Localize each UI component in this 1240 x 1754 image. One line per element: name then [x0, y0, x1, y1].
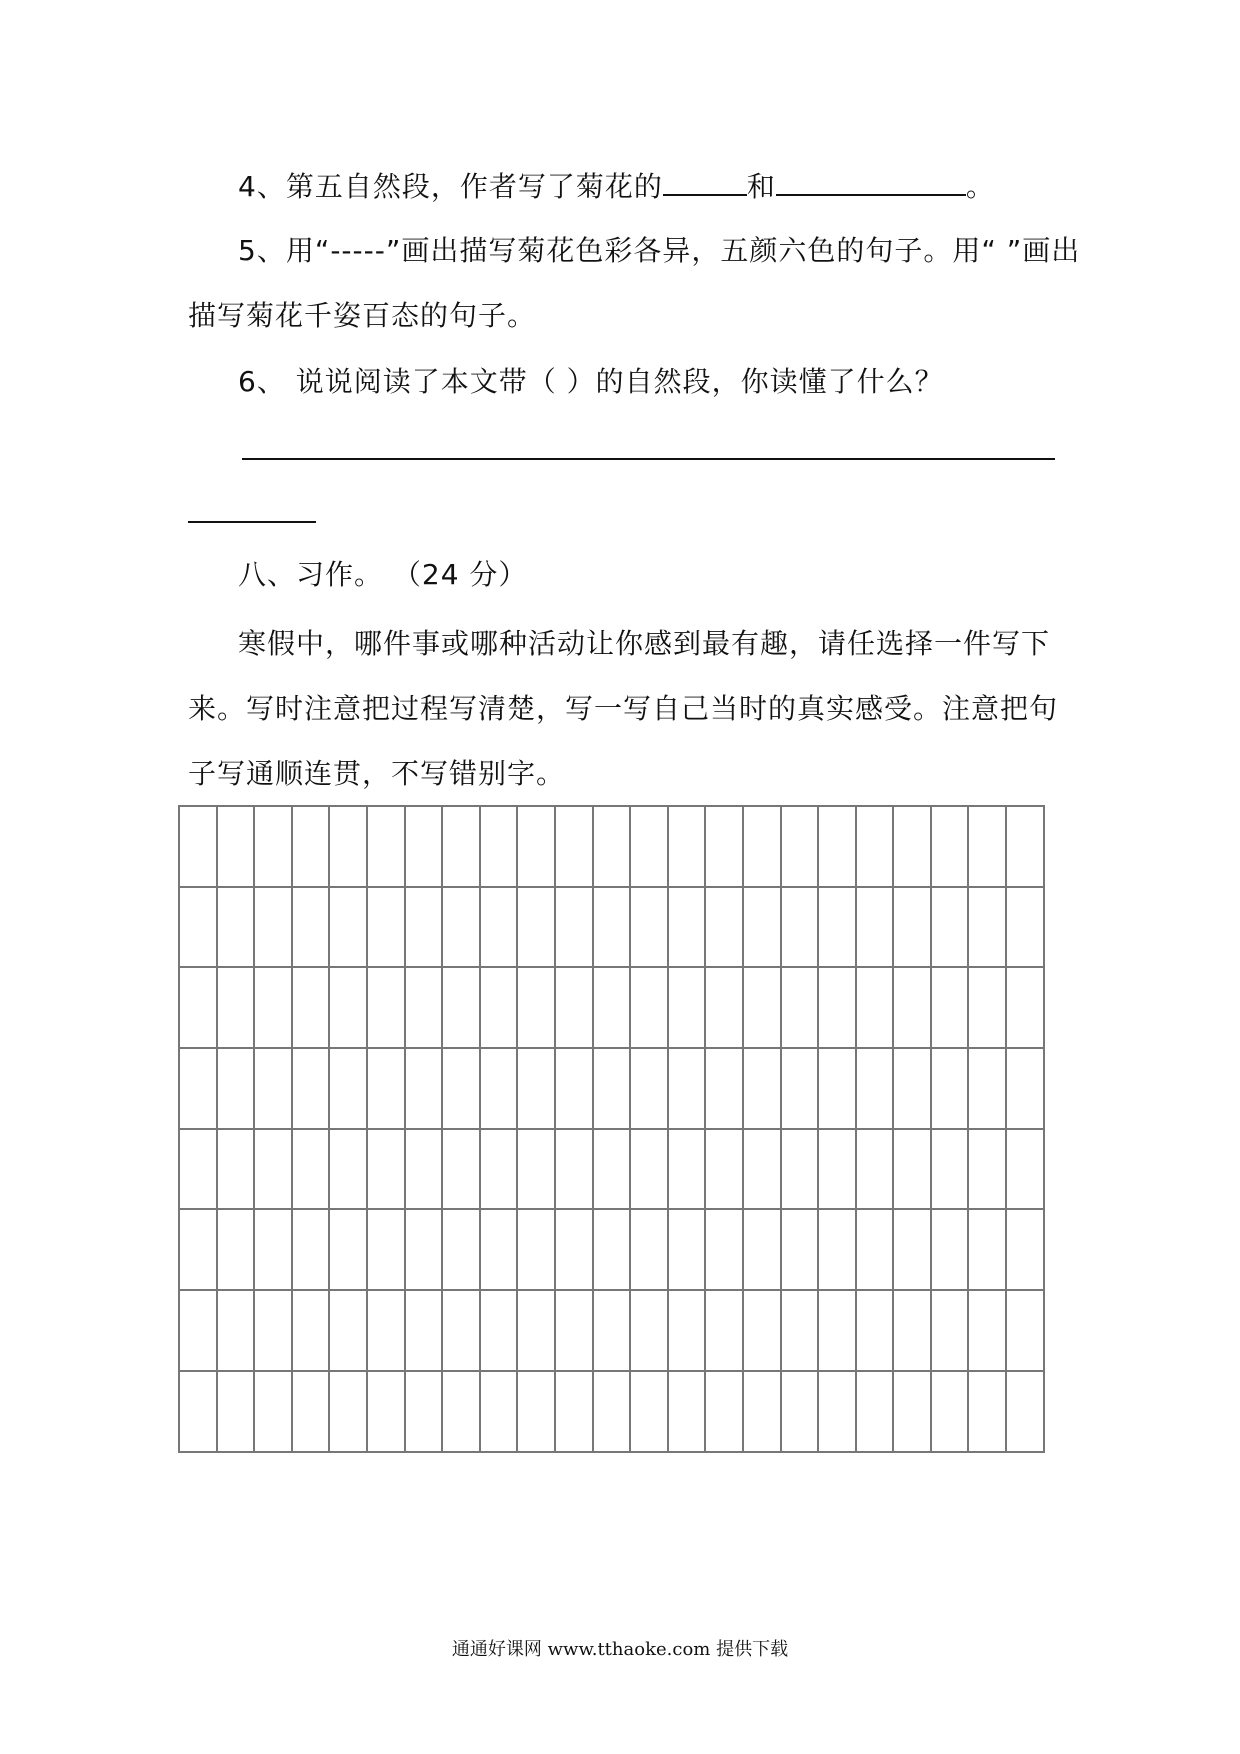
grid-cell[interactable] [969, 1291, 1007, 1372]
grid-cell[interactable] [293, 1291, 331, 1372]
grid-cell[interactable] [932, 968, 970, 1049]
grid-cell[interactable] [857, 1291, 895, 1372]
grid-cell[interactable] [969, 1130, 1007, 1211]
grid-cell[interactable] [819, 1372, 857, 1453]
grid-cell[interactable] [857, 807, 895, 888]
grid-cell[interactable] [631, 968, 669, 1049]
grid-cell[interactable] [631, 807, 669, 888]
grid-cell[interactable] [819, 888, 857, 969]
grid-cell[interactable] [481, 1372, 519, 1453]
grid-cell[interactable] [556, 888, 594, 969]
grid-cell[interactable] [443, 807, 481, 888]
grid-cell[interactable] [330, 1130, 368, 1211]
grid-cell[interactable] [706, 968, 744, 1049]
question-4-prefix: 4、第五自然段，作者写了菊花的 [238, 170, 663, 203]
question-4-blank-2[interactable] [776, 166, 966, 196]
grid-cell[interactable] [932, 1210, 970, 1291]
grid-cell[interactable] [443, 1291, 481, 1372]
grid-cell[interactable] [1007, 1210, 1045, 1291]
grid-cell[interactable] [706, 1372, 744, 1453]
writing-grid[interactable] [178, 805, 1045, 1453]
grid-cell[interactable] [368, 888, 406, 969]
grid-cell[interactable] [481, 968, 519, 1049]
grid-cell[interactable] [180, 1372, 218, 1453]
grid-cell[interactable] [631, 1049, 669, 1130]
grid-cell[interactable] [518, 1372, 556, 1453]
grid-cell[interactable] [218, 1210, 256, 1291]
grid-cell[interactable] [594, 888, 632, 969]
grid-cell[interactable] [669, 807, 707, 888]
grid-cell[interactable] [631, 1372, 669, 1453]
grid-cell[interactable] [594, 1130, 632, 1211]
grid-cell[interactable] [706, 1049, 744, 1130]
grid-cell[interactable] [518, 1130, 556, 1211]
grid-cell[interactable] [481, 1049, 519, 1130]
grid-cell[interactable] [406, 1291, 444, 1372]
question-4-blank-1[interactable] [663, 166, 747, 196]
grid-cell[interactable] [594, 1291, 632, 1372]
grid-cell[interactable] [894, 1210, 932, 1291]
grid-cell[interactable] [969, 1372, 1007, 1453]
grid-cell[interactable] [481, 1130, 519, 1211]
grid-cell[interactable] [594, 807, 632, 888]
grid-cell[interactable] [368, 1291, 406, 1372]
grid-cell[interactable] [669, 888, 707, 969]
grid-cell[interactable] [1007, 968, 1045, 1049]
grid-cell[interactable] [782, 888, 820, 969]
grid-cell[interactable] [631, 1291, 669, 1372]
grid-cell[interactable] [819, 807, 857, 888]
grid-cell[interactable] [969, 1049, 1007, 1130]
grid-cell[interactable] [669, 1130, 707, 1211]
grid-cell[interactable] [669, 968, 707, 1049]
grid-cell[interactable] [255, 888, 293, 969]
grid-cell[interactable] [782, 1049, 820, 1130]
grid-cell[interactable] [443, 1210, 481, 1291]
grid-cell[interactable] [744, 1049, 782, 1130]
grid-cell[interactable] [406, 1372, 444, 1453]
grid-cell[interactable] [669, 1291, 707, 1372]
grid-cell[interactable] [631, 888, 669, 969]
grid-cell[interactable] [782, 807, 820, 888]
grid-cell[interactable] [330, 1049, 368, 1130]
grid-cell[interactable] [706, 1130, 744, 1211]
grid-cell[interactable] [782, 1372, 820, 1453]
grid-cell[interactable] [293, 1372, 331, 1453]
grid-cell[interactable] [406, 1130, 444, 1211]
grid-cell[interactable] [293, 968, 331, 1049]
question-5-line-2: 描写菊花千姿百态的句子。 [188, 299, 537, 332]
grid-cell[interactable] [744, 1372, 782, 1453]
question-6: 6、 说说阅读了本文带（ ）的自然段，你读懂了什么？ [238, 365, 944, 398]
grid-cell[interactable] [180, 1291, 218, 1372]
grid-cell[interactable] [744, 968, 782, 1049]
grid-cell[interactable] [782, 1130, 820, 1211]
composition-prompt-line-2: 来。写时注意把过程写清楚，写一写自己当时的真实感受。注意把句 [188, 692, 1059, 725]
grid-cell[interactable] [330, 1291, 368, 1372]
grid-cell[interactable] [443, 1130, 481, 1211]
grid-cell[interactable] [706, 1291, 744, 1372]
grid-cell[interactable] [706, 888, 744, 969]
grid-cell[interactable] [932, 1291, 970, 1372]
grid-cell[interactable] [218, 1049, 256, 1130]
answer-line-2[interactable] [188, 521, 316, 523]
grid-cell[interactable] [782, 1210, 820, 1291]
grid-cell[interactable] [368, 968, 406, 1049]
grid-cell[interactable] [255, 1130, 293, 1211]
grid-cell[interactable] [932, 1130, 970, 1211]
grid-cell[interactable] [255, 1291, 293, 1372]
question-5-line-1: 5、用“-----”画出描写菊花色彩各异，五颜六色的句子。用“ ”画出 [238, 234, 1081, 267]
grid-cell[interactable] [744, 1210, 782, 1291]
grid-cell[interactable] [180, 1210, 218, 1291]
grid-cell[interactable] [368, 1210, 406, 1291]
grid-cell[interactable] [556, 1291, 594, 1372]
grid-cell[interactable] [819, 1291, 857, 1372]
grid-cell[interactable] [1007, 807, 1045, 888]
grid-cell[interactable] [744, 807, 782, 888]
grid-cell[interactable] [443, 1049, 481, 1130]
grid-cell[interactable] [368, 807, 406, 888]
grid-cell[interactable] [556, 1049, 594, 1130]
grid-cell[interactable] [894, 888, 932, 969]
grid-cell[interactable] [293, 807, 331, 888]
grid-cell[interactable] [481, 888, 519, 969]
grid-cell[interactable] [894, 1372, 932, 1453]
grid-cell[interactable] [594, 968, 632, 1049]
grid-cell[interactable] [180, 807, 218, 888]
question-4 [238, 166, 995, 207]
grid-cell[interactable] [857, 888, 895, 969]
grid-cell[interactable] [518, 1291, 556, 1372]
answer-line-1[interactable] [242, 458, 1055, 460]
question-4-end: 。 [965, 170, 995, 203]
grid-cell[interactable] [669, 1049, 707, 1130]
grid-cell[interactable] [782, 968, 820, 1049]
grid-cell[interactable] [669, 1372, 707, 1453]
grid-cell[interactable] [556, 1372, 594, 1453]
grid-cell[interactable] [180, 1130, 218, 1211]
grid-cell[interactable] [293, 1210, 331, 1291]
grid-cell[interactable] [406, 968, 444, 1049]
grid-cell[interactable] [406, 807, 444, 888]
grid-cell[interactable] [180, 888, 218, 969]
grid-cell[interactable] [1007, 1130, 1045, 1211]
question-4-mid: 和 [746, 170, 776, 203]
grid-cell[interactable] [969, 968, 1007, 1049]
grid-cell[interactable] [594, 1210, 632, 1291]
grid-cell[interactable] [932, 1049, 970, 1130]
grid-cell[interactable] [293, 1049, 331, 1130]
grid-cell[interactable] [443, 888, 481, 969]
grid-cell[interactable] [330, 968, 368, 1049]
grid-cell[interactable] [330, 1210, 368, 1291]
grid-cell[interactable] [744, 1291, 782, 1372]
grid-cell[interactable] [481, 1291, 519, 1372]
grid-cell[interactable] [819, 968, 857, 1049]
grid-cell[interactable] [443, 1372, 481, 1453]
grid-cell[interactable] [255, 1372, 293, 1453]
grid-cell[interactable] [293, 888, 331, 969]
grid-cell[interactable] [857, 1210, 895, 1291]
grid-cell[interactable] [669, 1210, 707, 1291]
composition-prompt-line-3: 子写通顺连贯，不写错别字。 [188, 757, 566, 790]
grid-cell[interactable] [218, 968, 256, 1049]
grid-cell[interactable] [218, 807, 256, 888]
grid-cell[interactable] [180, 1049, 218, 1130]
grid-cell[interactable] [819, 1130, 857, 1211]
grid-cell[interactable] [330, 888, 368, 969]
grid-cell[interactable] [218, 1291, 256, 1372]
grid-cell[interactable] [368, 1372, 406, 1453]
grid-cell[interactable] [293, 1130, 331, 1211]
grid-cell[interactable] [706, 807, 744, 888]
grid-cell[interactable] [556, 807, 594, 888]
grid-cell[interactable] [857, 1372, 895, 1453]
grid-cell[interactable] [556, 1130, 594, 1211]
grid-cell[interactable] [218, 1130, 256, 1211]
grid-cell[interactable] [969, 1210, 1007, 1291]
grid-cell[interactable] [894, 807, 932, 888]
grid-cell[interactable] [857, 968, 895, 1049]
grid-cell[interactable] [255, 1210, 293, 1291]
grid-cell[interactable] [1007, 1372, 1045, 1453]
grid-cell[interactable] [368, 1130, 406, 1211]
grid-cell[interactable] [969, 888, 1007, 969]
grid-cell[interactable] [518, 968, 556, 1049]
page-footer: 通通好课网 www.tthaoke.com 提供下载 [451, 1639, 789, 1660]
grid-cell[interactable] [518, 888, 556, 969]
grid-cell[interactable] [368, 1049, 406, 1130]
composition-prompt-line-1: 寒假中，哪件事或哪种活动让你感到最有趣，请任选择一件写下 [238, 627, 1051, 660]
grid-cell[interactable] [1007, 1291, 1045, 1372]
grid-cell[interactable] [744, 888, 782, 969]
grid-cell[interactable] [255, 807, 293, 888]
grid-cell[interactable] [255, 968, 293, 1049]
grid-cell[interactable] [406, 888, 444, 969]
grid-cell[interactable] [857, 1130, 895, 1211]
grid-cell[interactable] [330, 807, 368, 888]
grid-cell[interactable] [218, 888, 256, 969]
grid-cell[interactable] [330, 1372, 368, 1453]
grid-cell[interactable] [218, 1372, 256, 1453]
grid-cell[interactable] [894, 1049, 932, 1130]
grid-cell[interactable] [180, 968, 218, 1049]
grid-cell[interactable] [518, 807, 556, 888]
grid-cell[interactable] [894, 968, 932, 1049]
grid-cell[interactable] [518, 1049, 556, 1130]
grid-cell[interactable] [556, 968, 594, 1049]
grid-cell[interactable] [969, 807, 1007, 888]
grid-cell[interactable] [894, 1130, 932, 1211]
grid-cell[interactable] [631, 1210, 669, 1291]
grid-cell[interactable] [932, 888, 970, 969]
grid-cell[interactable] [1007, 888, 1045, 969]
grid-cell[interactable] [556, 1210, 594, 1291]
grid-cell[interactable] [744, 1130, 782, 1211]
grid-cell[interactable] [894, 1291, 932, 1372]
grid-cell[interactable] [255, 1049, 293, 1130]
grid-cell[interactable] [782, 1291, 820, 1372]
grid-cell[interactable] [406, 1210, 444, 1291]
grid-cell[interactable] [481, 1210, 519, 1291]
grid-cell[interactable] [594, 1049, 632, 1130]
grid-cell[interactable] [631, 1130, 669, 1211]
grid-cell[interactable] [819, 1049, 857, 1130]
grid-cell[interactable] [518, 1210, 556, 1291]
grid-cell[interactable] [857, 1049, 895, 1130]
grid-cell[interactable] [481, 807, 519, 888]
grid-cell[interactable] [932, 1372, 970, 1453]
grid-cell[interactable] [594, 1372, 632, 1453]
grid-cell[interactable] [819, 1210, 857, 1291]
grid-cell[interactable] [406, 1049, 444, 1130]
grid-cell[interactable] [443, 968, 481, 1049]
grid-cell[interactable] [1007, 1049, 1045, 1130]
grid-cell[interactable] [932, 807, 970, 888]
composition-heading: 八、习作。 （24 分） [238, 558, 528, 591]
grid-cell[interactable] [706, 1210, 744, 1291]
